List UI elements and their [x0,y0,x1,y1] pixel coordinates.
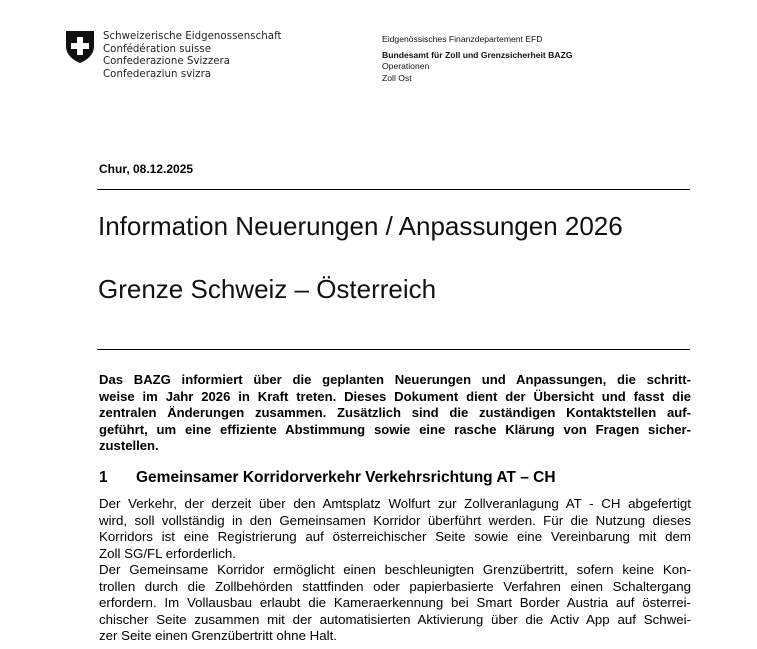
page-title: Information Neuerungen / Anpassungen 2026 [98,211,623,241]
lead-line: zustellen. [99,438,159,454]
body-line: Der Verkehr, der derzeit über den Amtsplatz Wolfurt zur Zollveranlagung AT - CH abgefertigt [99,496,691,511]
lead-line: geführt, um eine effiziente Abstimmung sowie eine rasche Klärung von Fragen sicher- [99,421,691,437]
body-line: erfordern. Im Vollausbau erlaubt die Kameraerkennung bei Smart Border Austria auf österrei- [99,595,691,611]
lead-paragraph [99,372,691,455]
body-line: chischer Seite zusammen mit der automatisierten Aktivierung über die Activ App auf Schwei- [99,611,691,627]
body-line: zer Seite einen Grenzübertritt ohne Halt. [99,628,337,644]
section-number: 1 [99,469,108,486]
lead-line: zentralen Änderungen zusammen. Zusätzlich sind die zuständigen Kontaktstellen auf- [99,405,691,421]
place-date: Chur, 08.12.2025 [99,162,194,176]
confederation-names [103,31,282,81]
divider-bottom [97,349,690,350]
body-line: trollen durch die Zollbehörden stattfinden oder papierbasierte Verfahren einen Schaltergang [99,578,691,594]
office: Bundesamt für Zoll und Grenzsicherheit BAZG [382,50,573,61]
conf-name-fr: Confédération suisse [103,43,212,55]
page-subtitle: Grenze Schweiz – Österreich [98,274,437,304]
divider-top [97,189,690,190]
body-line: wird, soll vollständig in den Gemeinsamen Korridor überführt werden. Für die Nutzung dieses [99,512,691,528]
lead-line: Das BAZG informiert über die geplanten Neuerungen und Anpassungen, die schritt- [99,372,691,387]
section-paragraph-2 [99,562,691,645]
section-title: Gemeinsamer Korridorverkehr Verkehrsrichtung AT – CH [136,469,556,486]
unit: Zoll Ost [382,72,412,83]
lead-line: weise im Jahr 2026 in Kraft treten. Dieses Dokument dient der Übersicht und fasst die [99,388,691,404]
conf-name-de: Schweizerische Eidgenossenschaft [103,31,282,42]
body-line: Korridors ist eine Registrierung auf österreichischer Seite sowie eine Vereinbarung mit dem [99,529,691,545]
division: Operationen [382,61,430,72]
conf-name-rm: Confederaziun svizra [103,68,212,80]
body-line: Zoll SG/FL erforderlich. [99,545,236,561]
swiss-shield-cross-icon [65,30,95,64]
body-line: Der Gemeinsame Korridor ermöglicht einen beschleunigten Grenzübertritt, sofern keine Kon- [99,562,691,577]
department: Eidgenössisches Finanzdepartement EFD [382,34,543,44]
sender-block [382,34,573,84]
conf-name-it: Confederazione Svizzera [103,56,231,68]
section-heading [99,469,556,487]
section-paragraph-1 [99,496,691,562]
